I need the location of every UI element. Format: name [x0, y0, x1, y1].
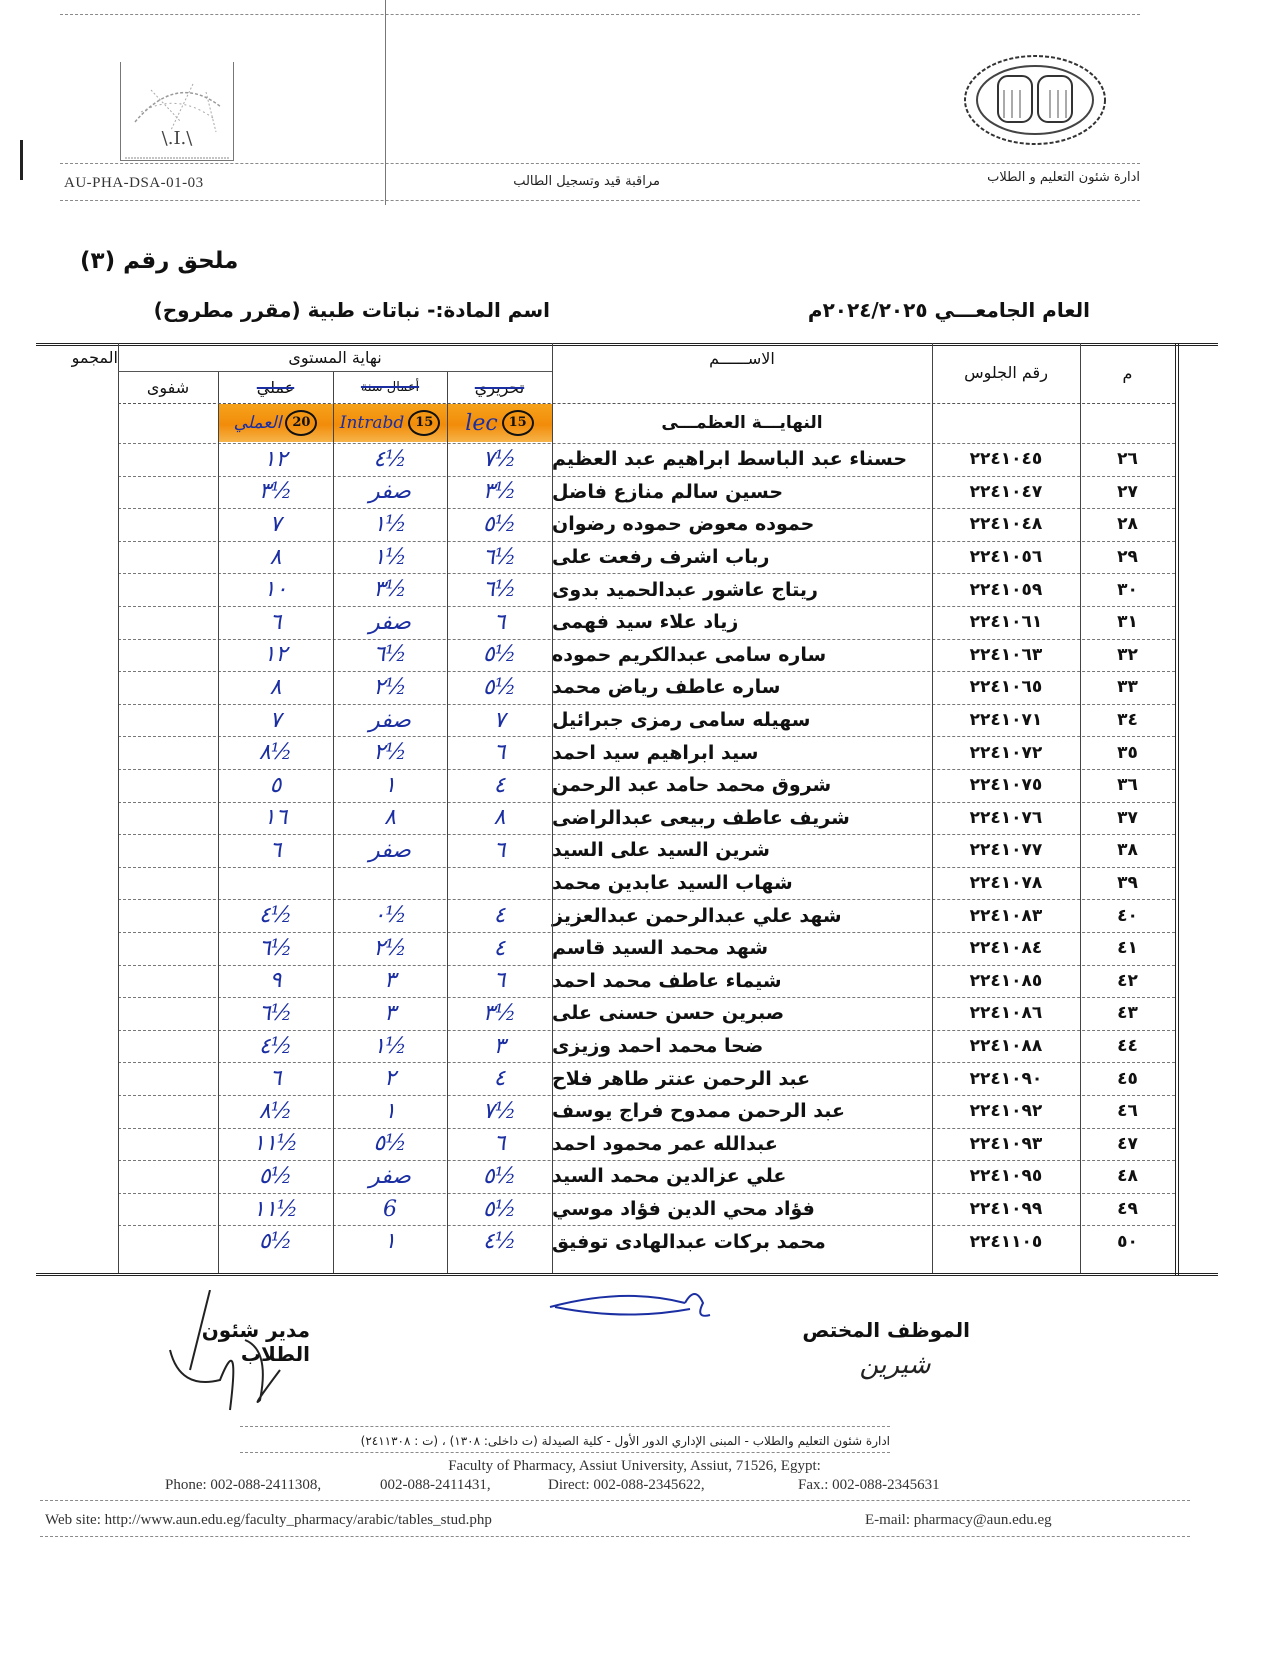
footer-rule-lower — [40, 1500, 1190, 1501]
row-student-name: سهيله سامى رمزى جبرائيل — [552, 709, 811, 732]
col-header-seat-number: رقم الجلوس — [964, 362, 1048, 382]
row-written-grade: ٦½ — [482, 577, 517, 603]
subheader-divider — [118, 371, 552, 372]
row-index: ٤٣ — [1117, 1003, 1138, 1024]
row-total-grade — [36, 867, 118, 900]
row-oral-grade — [118, 965, 218, 998]
row-seat-number: ٢٢٤١٠٧٦ — [969, 807, 1043, 828]
row-oral-grade — [118, 639, 218, 672]
row-practical-grade: ١١½ — [253, 1131, 298, 1157]
manager-signature — [150, 1290, 320, 1420]
row-coursework-grade: ٠½ — [373, 903, 407, 929]
row-seat-number: ٢٢٤١٠٧٢ — [969, 742, 1043, 763]
subject-label: اسم المادة:- نباتات طبية (مقرر مطروح) — [153, 298, 550, 322]
row-practical-grade: ١٦ — [263, 805, 288, 831]
row-seat-number: ٢٢٤١٠٩٢ — [969, 1101, 1043, 1122]
row-student-name: فؤاد محي الدين فؤاد موسي — [552, 1198, 815, 1221]
row-practical-grade — [218, 867, 333, 900]
col-header-oral: شفوى — [146, 377, 190, 397]
row-oral-grade — [118, 834, 218, 867]
row-student-name: علي عزالدين محمد السيد — [552, 1165, 787, 1188]
row-practical-grade: ٨½ — [258, 1098, 293, 1124]
row-coursework-grade: ٦½ — [373, 642, 407, 668]
footer-rule-mid — [240, 1452, 890, 1453]
row-practical-grade: ٦½ — [258, 935, 293, 961]
footer-direct: Direct: 002-088-2345622, — [548, 1477, 705, 1493]
row-index: ٣٠ — [1117, 579, 1138, 600]
header-divider-line — [118, 403, 1175, 404]
approval-initial — [545, 1285, 745, 1335]
row-written-grade: ٨ — [493, 805, 506, 831]
row-written-grade: ٥½ — [482, 674, 517, 700]
row-seat-number: ٢٢٤١٠٧٧ — [969, 840, 1043, 861]
row-index: ٢٦ — [1117, 449, 1138, 470]
row-student-name: سيد ابراهيم سيد احمد — [552, 741, 759, 764]
row-student-name: شهد علي عبدالرحمن عبدالعزيز — [552, 904, 842, 927]
row-oral-grade — [118, 704, 218, 737]
max-practical-note: العملي — [233, 413, 282, 433]
row-coursework-grade: ٣½ — [373, 577, 407, 603]
row-oral-grade — [118, 443, 218, 476]
row-total-grade — [36, 932, 118, 965]
row-written-grade: ٣½ — [482, 479, 517, 505]
footer-phone: Phone: 002-088-2411308, — [165, 1477, 322, 1493]
row-seat-number: ٢٢٤١٠٨٦ — [969, 1003, 1043, 1024]
row-oral-grade — [118, 899, 218, 932]
row-oral-grade — [118, 476, 218, 509]
row-coursework-grade: صفر — [369, 707, 411, 733]
row-index: ٣٧ — [1117, 807, 1138, 828]
row-seat-number: ٢٢٤١٠٩٣ — [969, 1133, 1043, 1154]
row-practical-grade: ١٢ — [263, 446, 288, 472]
row-student-name: رباب اشرف رفعت على — [552, 546, 770, 569]
footer-arabic-address: ادارة شئون التعليم والطلاب - المبنى الإداري الدور الأول - كلية الصيدلة (ت داخلى: ١٣٠٨) ، (ت : ٢٤١١٣٠٨) — [360, 1434, 890, 1448]
manager-label: مدير شئون الطلاب — [201, 1318, 310, 1366]
row-seat-number: ٢٢٤١٠٤٨ — [969, 514, 1043, 535]
row-student-name: عبدالله عمر محمود احمد — [552, 1132, 778, 1155]
row-practical-grade: ٨ — [269, 674, 282, 700]
row-index: ٤١ — [1117, 938, 1138, 959]
row-practical-grade: ٨½ — [258, 740, 293, 766]
row-seat-number: ٢٢٤١٠٦٣ — [969, 644, 1043, 665]
row-total-grade — [36, 1030, 118, 1063]
row-total-grade — [36, 802, 118, 835]
row-seat-number: ٢٢٤١٠٨٣ — [969, 905, 1043, 926]
row-oral-grade — [118, 1225, 218, 1258]
row-oral-grade — [118, 1128, 218, 1161]
footer-institution: Faculty of Pharmacy, Assiut University, Assiut, 71526, Egypt: — [448, 1458, 821, 1474]
row-seat-number: ٢٢٤١٠٧١ — [969, 710, 1043, 731]
row-total-grade — [36, 1193, 118, 1226]
row-seat-number: ٢٢٤١٠٨٤ — [969, 938, 1043, 959]
row-practical-grade: ٧ — [269, 707, 282, 733]
row-practical-grade: ٨ — [269, 544, 282, 570]
footer-email-link[interactable]: E-mail: pharmacy@aun.edu.eg — [865, 1512, 1052, 1528]
row-total-grade — [36, 1225, 118, 1258]
row-seat-number: ٢٢٤١٠٨٨ — [969, 1036, 1043, 1057]
column-divider — [1080, 343, 1081, 1273]
employee-label: الموظف المختص — [802, 1318, 970, 1342]
row-total-grade — [36, 476, 118, 509]
row-seat-number: ٢٢٤١٠٤٥ — [969, 449, 1043, 470]
row-total-grade — [36, 834, 118, 867]
col-header-total: المجمو — [71, 347, 118, 367]
row-coursework-grade: ٢ — [384, 1066, 396, 1092]
max-written — [447, 404, 552, 442]
svg-text:\.I.\: \.I.\ — [161, 128, 193, 149]
row-student-name: حسين سالم منازع فاضل — [552, 480, 784, 503]
row-written-grade: ٤ — [493, 772, 506, 798]
row-practical-grade: ٥ — [269, 772, 282, 798]
row-student-name: شيماء عاطف محمد احمد — [552, 969, 782, 992]
row-index: ٤٩ — [1117, 1199, 1138, 1220]
max-coursework-value: 15 — [408, 410, 440, 436]
row-student-name: شروق محمد حامد عبد الرحمن — [552, 774, 832, 797]
row-practical-grade: ٦½ — [258, 1000, 293, 1026]
row-seat-number: ٢٢٤١٠٥٦ — [969, 547, 1043, 568]
column-divider — [552, 343, 553, 1273]
row-total-grade — [36, 769, 118, 802]
col-header-level-end: نهاية المستوى — [288, 347, 382, 367]
row-total-grade — [36, 1128, 118, 1161]
row-oral-grade — [118, 541, 218, 574]
row-index: ٤٢ — [1117, 970, 1138, 991]
row-student-name: شهد محمد السيد قاسم — [552, 937, 769, 960]
row-seat-number: ٢٢٤١١٠٥ — [969, 1231, 1043, 1252]
row-oral-grade — [118, 1193, 218, 1226]
row-total-grade — [36, 573, 118, 606]
row-coursework-grade: ٢½ — [373, 674, 407, 700]
row-practical-grade: ٩ — [269, 968, 282, 994]
row-coursework-grade: ١½ — [373, 1033, 407, 1059]
row-seat-number: ٢٢٤١٠٧٥ — [969, 775, 1043, 796]
row-index: ٣٥ — [1117, 742, 1138, 763]
row-written-grade: ٣½ — [482, 1000, 517, 1026]
row-index: ٢٩ — [1117, 547, 1138, 568]
col-header-coursework: أعمال سنة — [360, 379, 420, 395]
row-total-grade — [36, 1095, 118, 1128]
form-code: AU-PHA-DSA-01-03 — [64, 175, 204, 191]
row-oral-grade — [118, 867, 218, 900]
academic-year: العام الجامعـــي ٢٠٢٤/٢٠٢٥م — [807, 298, 1090, 322]
max-practical — [218, 404, 333, 442]
row-index: ٢٧ — [1117, 481, 1138, 502]
row-written-grade: ٦ — [493, 609, 506, 635]
row-seat-number: ٢٢٤١٠٥٩ — [969, 579, 1043, 600]
row-oral-grade — [118, 671, 218, 704]
max-written-value: 15 — [502, 410, 534, 436]
row-index: ٤٤ — [1117, 1036, 1138, 1057]
row-total-grade — [36, 997, 118, 1030]
column-divider — [118, 343, 119, 1273]
row-total-grade — [36, 736, 118, 769]
row-index: ٣٦ — [1117, 775, 1138, 796]
row-written-grade: ٥½ — [482, 642, 517, 668]
row-seat-number: ٢٢٤١٠٧٨ — [969, 873, 1043, 894]
row-practical-grade: ٦ — [269, 609, 282, 635]
row-practical-grade: ٦ — [269, 837, 282, 863]
header-department-title: ادارة شئون التعليم و الطلاب — [987, 170, 1140, 185]
row-student-name: شهاب السيد عابدين محمد — [552, 872, 793, 895]
row-oral-grade — [118, 606, 218, 639]
row-student-name: حسناء عبد الباسط ابراهيم عبد العظيم — [552, 448, 908, 471]
row-seat-number: ٢٢٤١٠٤٧ — [969, 481, 1043, 502]
row-total-grade — [36, 899, 118, 932]
row-coursework-grade: ٤½ — [373, 446, 407, 472]
row-index: ٣٨ — [1117, 840, 1138, 861]
row-index: ٣٢ — [1117, 644, 1138, 665]
row-oral-grade — [118, 1062, 218, 1095]
footer-website-link[interactable]: Web site: http://www.aun.edu.eg/faculty_pharmacy/arabic/tables_stud.php — [45, 1512, 492, 1528]
row-index: ٤٥ — [1117, 1068, 1138, 1089]
footer-rule-top — [240, 1426, 890, 1427]
row-student-name: ضحا محمد احمد وزيزى — [552, 1035, 764, 1058]
row-practical-grade: ٦ — [269, 1066, 282, 1092]
row-oral-grade — [118, 573, 218, 606]
footer-fax: Fax.: 002-088-2345631 — [798, 1477, 940, 1493]
row-index: ٤٧ — [1117, 1133, 1138, 1154]
max-practical-value: 20 — [285, 410, 317, 436]
row-written-grade: ٦ — [493, 1131, 506, 1157]
col-header-practical: عملي — [256, 377, 295, 397]
row-written-grade: ٦ — [493, 740, 506, 766]
column-divider — [447, 371, 448, 1273]
row-practical-grade: ١٢ — [263, 642, 288, 668]
footer-rule-bottom — [40, 1536, 1190, 1537]
row-coursework-grade: ١½ — [373, 544, 407, 570]
row-index: ٣٣ — [1117, 677, 1138, 698]
employee-signature: شيرين — [859, 1350, 931, 1380]
row-index: ٣٩ — [1117, 873, 1138, 894]
max-coursework — [333, 404, 447, 442]
row-oral-grade — [118, 769, 218, 802]
row-practical-grade: ١٠ — [263, 577, 288, 603]
row-coursework-grade: صفر — [369, 837, 411, 863]
row-practical-grade: ٧ — [269, 511, 282, 537]
row-written-grade: ٤½ — [482, 1229, 517, 1255]
row-written-grade: ٤ — [493, 1066, 506, 1092]
row-coursework-grade: ٣ — [384, 968, 396, 994]
row-written-grade: ٣ — [493, 1033, 506, 1059]
row-coursework-grade: ٥½ — [373, 1131, 407, 1157]
row-coursework-grade: 6 — [383, 1196, 397, 1222]
row-student-name: شرين السيد على السيد — [552, 839, 770, 862]
row-written-grade — [447, 867, 552, 900]
row-coursework-grade: ٣ — [384, 1000, 396, 1026]
row-index: ٥٠ — [1117, 1231, 1138, 1252]
row-coursework-grade: صفر — [369, 1163, 411, 1189]
row-coursework-grade: ٨ — [384, 805, 396, 831]
row-written-grade: ٤ — [493, 935, 506, 961]
row-oral-grade — [118, 736, 218, 769]
column-divider — [932, 343, 933, 1273]
row-written-grade: ٦½ — [482, 544, 517, 570]
row-oral-grade — [118, 508, 218, 541]
row-written-grade: ٧½ — [482, 1098, 517, 1124]
row-total-grade — [36, 1160, 118, 1193]
row-total-grade — [36, 671, 118, 704]
row-written-grade: ٧½ — [482, 446, 517, 472]
col-header-index: م — [1122, 363, 1133, 383]
row-practical-grade: ٥½ — [258, 1163, 293, 1189]
row-total-grade — [36, 639, 118, 672]
row-index: ٤٠ — [1117, 905, 1138, 926]
row-total-grade — [36, 704, 118, 737]
row-oral-grade — [118, 1160, 218, 1193]
row-seat-number: ٢٢٤١٠٩٥ — [969, 1166, 1043, 1187]
row-total-grade — [36, 965, 118, 998]
column-divider — [333, 371, 334, 1273]
row-coursework-grade: صفر — [369, 609, 411, 635]
row-student-name: ريتاج عاشور عبدالحميد بدوى — [552, 578, 818, 601]
column-divider — [218, 371, 219, 1273]
row-index: ٣١ — [1117, 612, 1138, 633]
row-oral-grade — [118, 997, 218, 1030]
footer-phone2: 002-088-2411431, — [380, 1477, 491, 1493]
row-oral-grade — [118, 802, 218, 835]
row-seat-number: ٢٢٤١٠٦١ — [969, 612, 1043, 633]
row-seat-number: ٢٢٤١٠٨٥ — [969, 970, 1043, 991]
row-oral-grade — [118, 932, 218, 965]
row-practical-grade: ١١½ — [253, 1196, 298, 1222]
annex-title: ملحق رقم (٣) — [80, 248, 239, 274]
row-coursework-grade: ١ — [384, 1098, 396, 1124]
row-index: ٢٨ — [1117, 514, 1138, 535]
max-score-label: النهايـــة العظمـــى — [661, 413, 823, 433]
row-student-name: شريف عاطف ربيعى عبدالراضى — [552, 806, 850, 829]
row-coursework-grade: ١ — [384, 1229, 396, 1255]
row-coursework-grade: ٢½ — [373, 935, 407, 961]
row-index: ٤٨ — [1117, 1166, 1138, 1187]
row-student-name: عبد الرحمن ممدوح فراج يوسف — [552, 1100, 845, 1123]
row-total-grade — [36, 541, 118, 574]
row-coursework-grade: ١½ — [373, 511, 407, 537]
row-index: ٣٤ — [1117, 710, 1138, 731]
row-total-grade — [36, 1062, 118, 1095]
row-oral-grade — [118, 1095, 218, 1128]
row-written-grade: ٧ — [493, 707, 506, 733]
row-practical-grade: ٣½ — [258, 479, 293, 505]
row-coursework-grade: صفر — [369, 479, 411, 505]
row-coursework-grade — [333, 867, 447, 900]
row-written-grade: ٥½ — [482, 511, 517, 537]
row-coursework-grade: ١ — [384, 772, 396, 798]
row-practical-grade: ٥½ — [258, 1229, 293, 1255]
row-written-grade: ٤ — [493, 903, 506, 929]
row-index: ٤٦ — [1117, 1101, 1138, 1122]
row-coursework-grade: ٢½ — [373, 740, 407, 766]
row-student-name: ساره عاطف رياض محمد — [552, 676, 781, 699]
row-oral-grade — [118, 1030, 218, 1063]
row-student-name: زياد علاء سيد فهمى — [552, 611, 739, 634]
row-practical-grade: ٤½ — [258, 1033, 293, 1059]
row-student-name: عبد الرحمن عنتر طاهر فلاح — [552, 1067, 811, 1090]
row-total-grade — [36, 508, 118, 541]
row-student-name: محمد بركات عبدالهادى توفيق — [552, 1230, 826, 1253]
row-seat-number: ٢٢٤١٠٩٠ — [969, 1068, 1043, 1089]
col-header-name: الاســــــم — [709, 349, 775, 368]
row-total-grade — [36, 443, 118, 476]
row-student-name: حموده معوض حموده رضوان — [552, 513, 815, 536]
max-written-note: lec — [465, 410, 498, 436]
row-seat-number: ٢٢٤١٠٩٩ — [969, 1199, 1043, 1220]
row-practical-grade: ٤½ — [258, 903, 293, 929]
row-total-grade — [36, 606, 118, 639]
row-seat-number: ٢٢٤١٠٦٥ — [969, 677, 1043, 698]
row-written-grade: ٥½ — [482, 1196, 517, 1222]
row-student-name: صبرين حسن حسنى على — [552, 1002, 785, 1025]
row-written-grade: ٦ — [493, 968, 506, 994]
col-header-written: تحريري — [474, 377, 525, 397]
row-written-grade: ٦ — [493, 837, 506, 863]
header-middle-title: مراقبة قيد وتسجيل الطالب — [513, 174, 660, 189]
row-student-name: ساره سامى عبدالكريم حموده — [552, 643, 827, 666]
row-written-grade: ٥½ — [482, 1163, 517, 1189]
max-coursework-note: Intrabd — [339, 413, 405, 433]
